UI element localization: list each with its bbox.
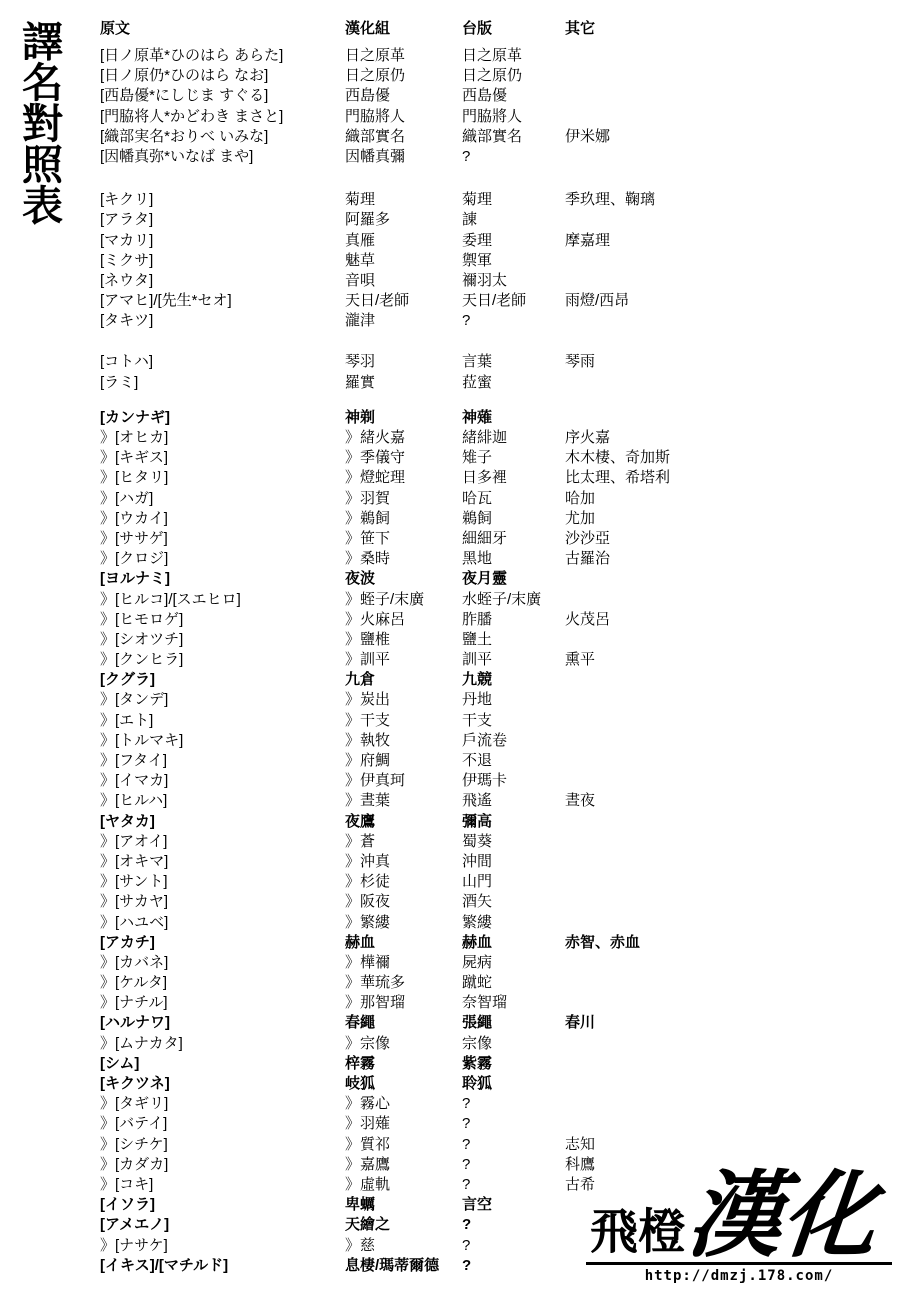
cell-taiwan-edition: ? xyxy=(462,147,471,165)
cell-scanlation-group: 》蒼 xyxy=(345,832,376,850)
cell-scanlation-group: 》訓平 xyxy=(345,651,391,669)
page-title: 譯名對照表 xyxy=(16,20,62,225)
cell-taiwan-edition: ? xyxy=(462,312,471,330)
cell-taiwan-edition: 禦軍 xyxy=(462,251,493,269)
cell-scanlation-group: 》火麻呂 xyxy=(345,610,406,628)
scanlation-group-logo xyxy=(586,1165,892,1284)
cell-original: 》[クロジ] xyxy=(100,550,169,568)
cell-taiwan-edition: 繁縷 xyxy=(462,913,493,931)
table-row xyxy=(100,66,900,86)
table-section xyxy=(100,46,900,167)
cell-other: 尤加 xyxy=(565,509,596,527)
column-header-scanlation-group: 漢化組 xyxy=(345,20,391,37)
cell-other: 沙沙亞 xyxy=(565,529,611,547)
table-row xyxy=(100,489,900,509)
cell-scanlation-group: 》晝葉 xyxy=(345,792,391,810)
cell-other xyxy=(565,251,900,271)
table-row xyxy=(100,650,900,670)
column-header-other: 其它 xyxy=(565,20,596,37)
table-row xyxy=(100,1034,900,1054)
cell-scanlation-group: 阿羅多 xyxy=(345,211,391,229)
cell-scanlation-group: 春繩 xyxy=(345,1014,376,1032)
cell-original: [シム] xyxy=(100,1054,140,1072)
cell-taiwan-edition: 戶流卷 xyxy=(462,731,508,749)
cell-other xyxy=(565,751,900,771)
table-row xyxy=(100,468,900,488)
cell-original: 》[ナチル] xyxy=(100,994,168,1012)
table-row xyxy=(100,731,900,751)
cell-scanlation-group: 織部實名 xyxy=(345,127,406,145)
cell-taiwan-edition: ? xyxy=(462,1216,472,1234)
cell-original: 》[コキ] xyxy=(100,1175,154,1193)
cell-other xyxy=(565,812,900,832)
cell-scanlation-group: 夜波 xyxy=(345,570,376,588)
cell-original: 》[フタイ] xyxy=(100,752,167,769)
cell-scanlation-group: 》杉徒 xyxy=(345,873,391,891)
cell-original: 》[ヒタリ] xyxy=(100,469,169,487)
cell-original: [アマヒ]/[先生*セオ] xyxy=(100,292,232,310)
cell-scanlation-group: 赫血 xyxy=(345,933,376,951)
table-row xyxy=(100,190,900,210)
cell-original: 》[アオイ] xyxy=(100,832,168,850)
cell-taiwan-edition: 宗像 xyxy=(462,1034,493,1052)
cell-scanlation-group: 》沖真 xyxy=(345,852,391,870)
cell-scanlation-group: 》伊真珂 xyxy=(345,772,406,790)
table-row xyxy=(100,953,900,973)
cell-scanlation-group: 羅實 xyxy=(345,373,376,391)
cell-original: 》[クンヒラ] xyxy=(100,651,184,669)
cell-other xyxy=(565,147,900,167)
table-row xyxy=(100,791,900,811)
cell-original: [日ノ原革*ひのはら あらた] xyxy=(100,47,284,64)
cell-scanlation-group: 音唄 xyxy=(345,271,376,289)
cell-scanlation-group: 魅草 xyxy=(345,251,376,269)
cell-taiwan-edition: 干支 xyxy=(462,711,493,729)
table-row xyxy=(100,529,900,549)
cell-taiwan-edition: 織部實名 xyxy=(462,127,523,145)
cell-original: 》[シチケ] xyxy=(100,1135,168,1153)
cell-other xyxy=(565,771,900,791)
table-row xyxy=(100,812,900,832)
cell-other xyxy=(565,973,900,993)
table-row xyxy=(100,852,900,872)
cell-original: 》[ヒルコ]/[スエヒロ] xyxy=(100,590,241,608)
cell-original: [門脇将人*かどわき まさと] xyxy=(100,107,284,125)
cell-scanlation-group: 天繪之 xyxy=(345,1216,391,1234)
cell-original: 》[ヒモロゲ] xyxy=(100,610,184,628)
cell-scanlation-group: 》緒火嘉 xyxy=(345,429,406,446)
cell-other: 晝夜 xyxy=(565,792,596,810)
cell-taiwan-edition: 日多裡 xyxy=(462,469,508,487)
cell-other xyxy=(565,107,900,127)
cell-other xyxy=(565,1094,900,1114)
cell-taiwan-edition: ? xyxy=(462,1155,471,1173)
table-row xyxy=(100,751,900,771)
cell-taiwan-edition: 鵜飼 xyxy=(462,509,493,527)
cell-other xyxy=(565,210,900,230)
cell-taiwan-edition: 神薙 xyxy=(462,408,493,426)
cell-scanlation-group: 》阪夜 xyxy=(345,893,391,911)
table-row xyxy=(100,913,900,933)
cell-taiwan-edition: 哈瓦 xyxy=(462,489,493,507)
logo-calligraphy-text: 漢化 xyxy=(682,1165,882,1270)
cell-scanlation-group: 》慈 xyxy=(345,1236,376,1254)
cell-taiwan-edition: 伊瑪卡 xyxy=(462,772,508,790)
table-row xyxy=(100,251,900,271)
cell-other xyxy=(565,311,900,331)
cell-other xyxy=(565,852,900,872)
cell-taiwan-edition: ? xyxy=(462,1115,471,1133)
cell-taiwan-edition: ? xyxy=(462,1236,471,1254)
cell-original: [ハルナワ] xyxy=(100,1014,170,1032)
cell-taiwan-edition: 西島優 xyxy=(462,87,508,105)
table-section xyxy=(100,190,900,331)
cell-taiwan-edition: 九競 xyxy=(462,671,493,689)
cell-other: 志知 xyxy=(565,1135,596,1153)
cell-original: [因幡真弥*いなば まや] xyxy=(100,147,254,165)
cell-other: 熏平 xyxy=(565,651,596,669)
cell-other: 比太理、希塔利 xyxy=(565,469,671,487)
cell-original: 》[サント] xyxy=(100,873,168,891)
cell-scanlation-group: 梓霧 xyxy=(345,1054,376,1072)
cell-taiwan-edition: 言葉 xyxy=(462,353,493,371)
column-header-original: 原文 xyxy=(100,20,131,37)
cell-original: [織部実名*おりべ いみな] xyxy=(100,127,269,145)
table-row xyxy=(100,670,900,690)
table-body xyxy=(100,46,900,1276)
cell-scanlation-group: 》燈蛇理 xyxy=(345,469,406,487)
cell-scanlation-group: 》樺禰 xyxy=(345,953,391,971)
cell-original: 》[トルマキ] xyxy=(100,731,184,749)
cell-taiwan-edition: 諌 xyxy=(462,211,478,229)
cell-other xyxy=(565,892,900,912)
cell-other xyxy=(565,86,900,106)
cell-scanlation-group: 神剃 xyxy=(345,408,376,426)
cell-scanlation-group: 》蛭子/末廣 xyxy=(345,590,425,608)
cell-original: 》[ササゲ] xyxy=(100,529,168,547)
cell-other xyxy=(565,1054,900,1074)
cell-taiwan-edition: 日之原仍 xyxy=(462,67,523,85)
cell-other: 春川 xyxy=(565,1014,596,1032)
cell-original: 》[バテイ] xyxy=(100,1115,168,1133)
cell-taiwan-edition: 禰羽太 xyxy=(462,271,508,289)
cell-taiwan-edition: 山門 xyxy=(462,873,493,891)
cell-taiwan-edition: 赫血 xyxy=(462,933,493,951)
cell-original: [キクリ] xyxy=(100,191,154,209)
cell-original: [マカリ] xyxy=(100,231,154,249)
cell-other xyxy=(565,1034,900,1054)
cell-other: 雨燈/西昂 xyxy=(565,292,630,310)
logo-text xyxy=(586,1165,892,1270)
cell-original: [ヨルナミ] xyxy=(100,570,170,588)
cell-taiwan-edition: 菈蜜 xyxy=(462,373,493,391)
cell-scanlation-group: 九倉 xyxy=(345,671,376,689)
cell-original: 》[ケルタ] xyxy=(100,974,167,992)
cell-original: 》[カダカ] xyxy=(100,1155,169,1173)
cell-scanlation-group: 》宗像 xyxy=(345,1034,391,1052)
cell-taiwan-edition: 奈智瑠 xyxy=(462,994,508,1012)
table-row xyxy=(100,832,900,852)
table-row xyxy=(100,1114,900,1134)
table-row xyxy=(100,509,900,529)
table-row xyxy=(100,352,900,372)
cell-original: 》[タギリ] xyxy=(100,1095,169,1113)
cell-scanlation-group: 》執牧 xyxy=(345,731,391,749)
cell-scanlation-group: 因幡真彌 xyxy=(345,147,406,165)
cell-taiwan-edition: 黑地 xyxy=(462,550,493,568)
cell-scanlation-group: 天日/老師 xyxy=(345,292,410,310)
cell-other: 科鷹 xyxy=(565,1155,596,1173)
table-row xyxy=(100,993,900,1013)
table-section xyxy=(100,408,900,1276)
cell-other xyxy=(565,731,900,751)
cell-other: 木木棲、奇加斯 xyxy=(565,449,671,467)
cell-original: 》[ナサケ] xyxy=(100,1236,168,1254)
cell-scanlation-group: 》季儀守 xyxy=(345,449,406,467)
table-row xyxy=(100,311,900,331)
table-row xyxy=(100,271,900,291)
cell-taiwan-edition: 聆狐 xyxy=(462,1075,493,1092)
table-row xyxy=(100,690,900,710)
cell-original: [イキス]/[マチルド] xyxy=(100,1256,229,1274)
cell-scanlation-group: 》繁縷 xyxy=(345,913,391,931)
cell-original: 》[ムナカタ] xyxy=(100,1034,183,1052)
cell-original: [アメエノ] xyxy=(100,1216,170,1234)
table-row xyxy=(100,1013,900,1033)
cell-original: 》[エト] xyxy=(100,711,154,729)
cell-taiwan-edition: 蜀葵 xyxy=(462,832,493,850)
cell-other xyxy=(565,953,900,973)
cell-scanlation-group: 》炭出 xyxy=(345,691,391,709)
cell-taiwan-edition: 丹地 xyxy=(462,691,493,709)
cell-taiwan-edition: 胙膰 xyxy=(462,610,493,628)
logo-prefix-text: 飛橙 xyxy=(589,1206,686,1260)
cell-taiwan-edition: 不退 xyxy=(462,752,493,769)
cell-original: [イソラ] xyxy=(100,1196,155,1214)
cell-original: 》[シオツチ] xyxy=(100,630,184,648)
table-row xyxy=(100,1074,900,1094)
cell-original: 》[オキマ] xyxy=(100,852,169,870)
name-comparison-table xyxy=(100,18,900,1276)
cell-taiwan-edition: 沖間 xyxy=(462,852,493,870)
cell-original: 》[ハガ] xyxy=(100,489,154,507)
cell-original: 》[ヒルハ] xyxy=(100,792,168,810)
table-row xyxy=(100,771,900,791)
cell-other xyxy=(565,569,900,589)
cell-scanlation-group: 》質祁 xyxy=(345,1135,391,1153)
cell-other xyxy=(565,373,900,393)
cell-taiwan-edition: 鹽土 xyxy=(462,630,493,648)
cell-original: [アカチ] xyxy=(100,933,155,951)
cell-taiwan-edition: ? xyxy=(462,1175,471,1193)
cell-taiwan-edition: 門脇將人 xyxy=(462,107,523,125)
cell-other xyxy=(565,690,900,710)
table-section xyxy=(100,352,900,392)
cell-taiwan-edition: 水蛭子/末廣 xyxy=(462,590,542,608)
cell-other: 序火嘉 xyxy=(565,429,611,446)
table-row xyxy=(100,1054,900,1074)
cell-taiwan-edition: 委理 xyxy=(462,231,493,249)
table-row xyxy=(100,210,900,230)
cell-other: 古羅治 xyxy=(565,550,611,568)
table-row xyxy=(100,549,900,569)
table-row xyxy=(100,46,900,66)
cell-scanlation-group: 》府鯛 xyxy=(345,752,391,769)
cell-original: 》[タンデ] xyxy=(100,691,169,709)
cell-other: 摩嘉理 xyxy=(565,231,611,249)
cell-scanlation-group: 》霧心 xyxy=(345,1095,391,1113)
cell-scanlation-group: 》干支 xyxy=(345,711,391,729)
cell-scanlation-group: 息棲/瑪蒂爾德 xyxy=(345,1256,440,1274)
cell-original: [日ノ原仍*ひのはら なお] xyxy=(100,67,269,85)
cell-other: 季玖理、鞠璃 xyxy=(565,191,656,209)
cell-scanlation-group: 卑蠣 xyxy=(345,1196,376,1214)
table-row xyxy=(100,428,900,448)
cell-scanlation-group: 真雁 xyxy=(345,231,376,249)
cell-scanlation-group: 》虛軌 xyxy=(345,1175,391,1193)
table-row xyxy=(100,590,900,610)
cell-other: 伊米娜 xyxy=(565,127,611,145)
cell-scanlation-group: 琴羽 xyxy=(345,353,376,371)
cell-scanlation-group: 》那智瑠 xyxy=(345,994,406,1012)
cell-original: 》[キギス] xyxy=(100,449,169,467)
table-row xyxy=(100,630,900,650)
cell-other xyxy=(565,670,900,690)
cell-other: 赤智、赤血 xyxy=(565,933,641,951)
table-row xyxy=(100,147,900,167)
cell-original: [ネウタ] xyxy=(100,271,154,289)
table-row xyxy=(100,408,900,428)
cell-other xyxy=(565,590,900,610)
cell-taiwan-edition: 雉子 xyxy=(462,449,493,467)
cell-taiwan-edition: 日之原革 xyxy=(462,47,523,64)
table-row xyxy=(100,373,900,393)
cell-other xyxy=(565,271,900,291)
cell-original: 》[ウカイ] xyxy=(100,509,168,527)
cell-taiwan-edition: 張繩 xyxy=(462,1014,493,1032)
cell-original: [西島優*にしじま すぐる] xyxy=(100,87,269,105)
column-header-taiwan-edition: 台版 xyxy=(462,20,493,37)
cell-taiwan-edition: 菊理 xyxy=(462,191,493,209)
cell-other xyxy=(565,1114,900,1134)
table-row xyxy=(100,127,900,147)
cell-original: 》[オヒカ] xyxy=(100,429,169,446)
cell-original: [キクツネ] xyxy=(100,1075,170,1092)
cell-scanlation-group: 岐狐 xyxy=(345,1075,376,1092)
cell-scanlation-group: 》桑時 xyxy=(345,550,391,568)
cell-scanlation-group: 日之原仍 xyxy=(345,67,406,85)
cell-other xyxy=(565,408,900,428)
logo-url: http://dmzj.178.com/ xyxy=(644,1268,834,1284)
cell-other: 琴雨 xyxy=(565,353,596,371)
cell-other xyxy=(565,832,900,852)
cell-taiwan-edition: 飛遙 xyxy=(462,792,493,810)
cell-other xyxy=(565,66,900,86)
cell-scanlation-group: 》華琉多 xyxy=(345,974,406,992)
table-row xyxy=(100,892,900,912)
table-header-row xyxy=(100,18,900,40)
cell-other xyxy=(565,711,900,731)
cell-other xyxy=(565,630,900,650)
cell-original: [カンナギ] xyxy=(100,408,170,426)
cell-other xyxy=(565,46,900,66)
cell-scanlation-group: 》羽賀 xyxy=(345,489,391,507)
cell-taiwan-edition: 蹴蛇 xyxy=(462,974,493,992)
cell-original: 》[カバネ] xyxy=(100,953,169,971)
cell-original: [アラタ] xyxy=(100,211,154,229)
cell-scanlation-group: 菊理 xyxy=(345,191,376,209)
cell-taiwan-edition: 緒緋迦 xyxy=(462,429,508,446)
cell-scanlation-group: 》笹下 xyxy=(345,529,391,547)
cell-original: [ヤタカ] xyxy=(100,812,155,830)
cell-other: 火茂呂 xyxy=(565,610,611,628)
cell-other: 哈加 xyxy=(565,489,596,507)
cell-original: [ラミ] xyxy=(100,373,139,391)
cell-taiwan-edition: 夜月靈 xyxy=(462,570,508,588)
table-row xyxy=(100,107,900,127)
table-row xyxy=(100,1094,900,1114)
cell-taiwan-edition: ? xyxy=(462,1256,472,1274)
cell-scanlation-group: 西島優 xyxy=(345,87,391,105)
cell-original: [ミクサ] xyxy=(100,251,154,269)
cell-taiwan-edition: ? xyxy=(462,1135,471,1153)
table-row xyxy=(100,933,900,953)
table-row xyxy=(100,448,900,468)
cell-scanlation-group: 》鹽椎 xyxy=(345,630,391,648)
cell-other xyxy=(565,993,900,1013)
cell-scanlation-group: 瀧津 xyxy=(345,312,376,330)
table-row xyxy=(100,231,900,251)
cell-original: 》[ハユベ] xyxy=(100,913,169,931)
cell-taiwan-edition: 酒矢 xyxy=(462,893,493,911)
cell-taiwan-edition: 彌高 xyxy=(462,812,493,830)
cell-other: 古希 xyxy=(565,1175,596,1193)
cell-taiwan-edition: 屍病 xyxy=(462,953,493,971)
cell-taiwan-edition: 訓平 xyxy=(462,651,493,669)
cell-other xyxy=(565,1074,900,1094)
cell-taiwan-edition: 細細牙 xyxy=(462,529,508,547)
table-row xyxy=(100,610,900,630)
cell-scanlation-group: 夜鷹 xyxy=(345,812,376,830)
cell-original: [クグラ] xyxy=(100,671,155,689)
table-row xyxy=(100,86,900,106)
cell-other xyxy=(565,872,900,892)
table-row xyxy=(100,569,900,589)
table-row xyxy=(100,711,900,731)
cell-scanlation-group: 》嘉鷹 xyxy=(345,1155,391,1173)
table-row xyxy=(100,291,900,311)
cell-scanlation-group: 》羽薙 xyxy=(345,1115,391,1133)
cell-taiwan-edition: 言空 xyxy=(462,1196,493,1214)
cell-taiwan-edition: 天日/老師 xyxy=(462,292,527,310)
cell-original: [タキツ] xyxy=(100,312,154,330)
cell-taiwan-edition: ? xyxy=(462,1095,471,1113)
table-row xyxy=(100,872,900,892)
cell-other xyxy=(565,913,900,933)
cell-original: 》[サカヤ] xyxy=(100,893,169,911)
cell-scanlation-group: 門脇將人 xyxy=(345,107,406,125)
cell-original: [コトハ] xyxy=(100,353,154,371)
cell-scanlation-group: 日之原革 xyxy=(345,47,406,64)
cell-original: 》[イマカ] xyxy=(100,772,169,790)
table-row xyxy=(100,1135,900,1155)
cell-scanlation-group: 》鵜飼 xyxy=(345,509,391,527)
cell-taiwan-edition: 紫霧 xyxy=(462,1054,493,1072)
table-row xyxy=(100,973,900,993)
